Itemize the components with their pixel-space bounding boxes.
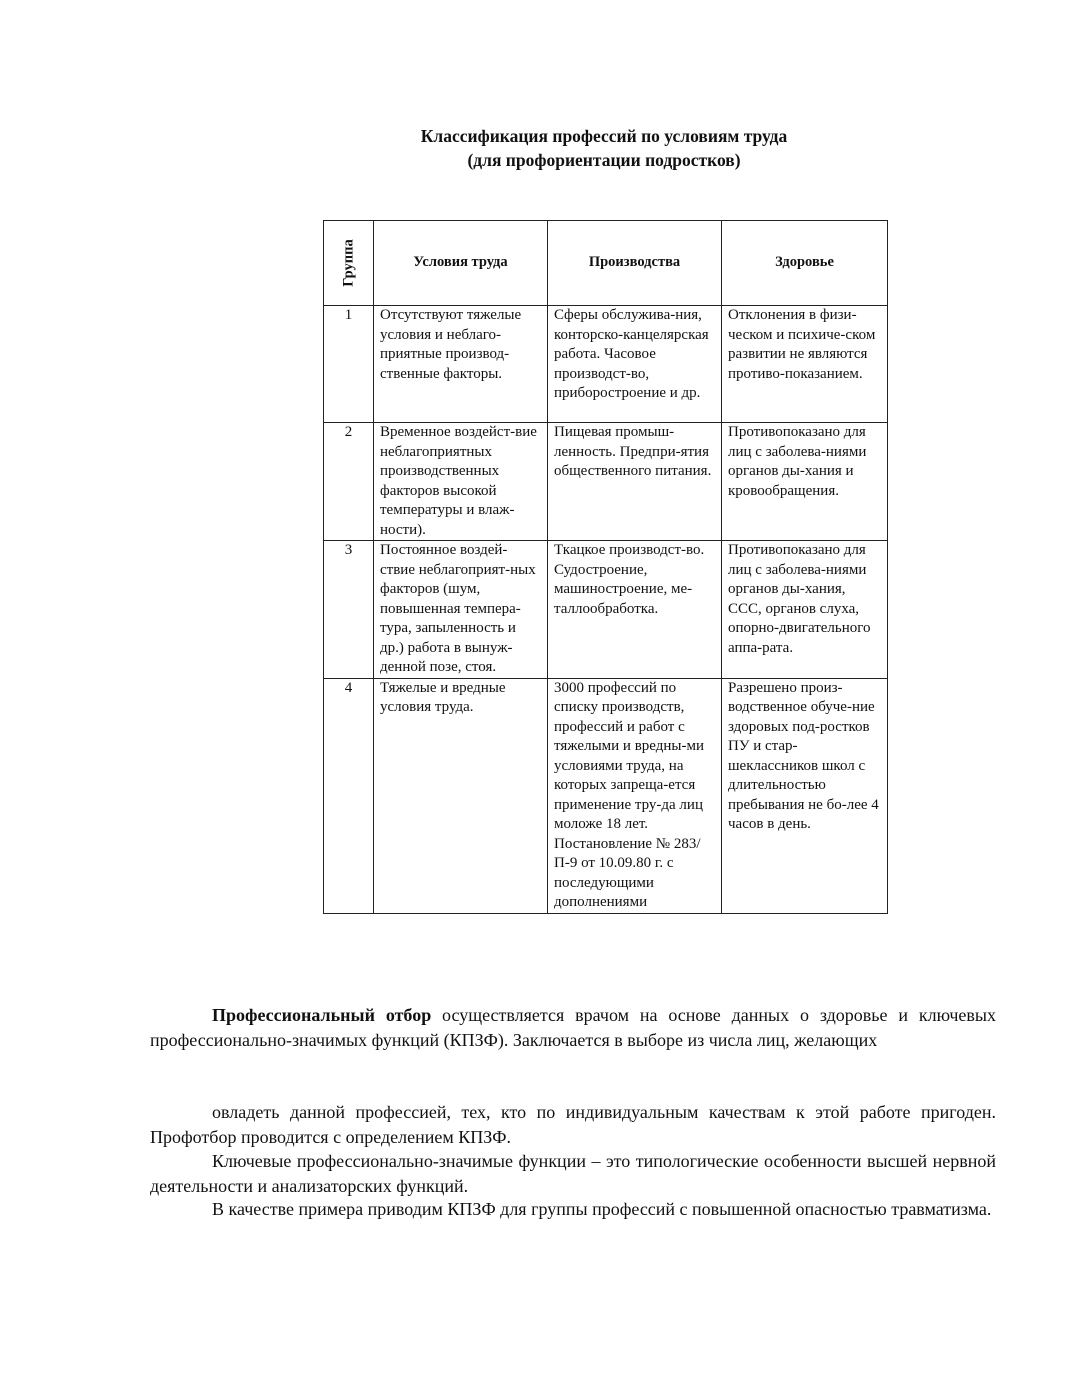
header-health: Здоровье xyxy=(722,221,888,306)
row-industries: 3000 профессий по списку производств, профессий и работ с тяжелыми и вредны-ми условиями труда, на которых запреща-ется применение тру-да лиц моложе 18 лет. Постановление № 283/П-9 от 10.09.80 г. с последующими дополнениями xyxy=(548,678,722,913)
row-conditions: Постоянное воздей-ствие неблагоприят-ных факторов (шум, повышенная темпера-тура, запыленность и др.) работа в вынуж-денной позе, стоя. xyxy=(374,541,548,679)
document-title xyxy=(0,124,1071,172)
row-health: Разрешено произ-водственное обуче-ние здоровых под-ростков ПУ и стар-шеклассников школ с длительностью пребывания не бо-лее 4 часов в день. xyxy=(722,678,888,913)
row-group: 4 xyxy=(324,678,374,913)
classification-table xyxy=(323,220,888,914)
row-health: Противопоказано для лиц с заболева-ниями органов ды-хания и кровообращения. xyxy=(722,423,888,541)
title-line-1: Классификация профессий по условиям труда xyxy=(420,126,788,146)
row-group: 3 xyxy=(324,541,374,679)
row-industries: Пищевая промыш-ленность. Предпри-ятия общественного питания. xyxy=(548,423,722,541)
row-conditions: Тяжелые и вредные условия труда. xyxy=(374,678,548,913)
row-conditions: Временное воздейст-вие неблагоприятных производственных факторов высокой температуры и влаж-ности). xyxy=(374,423,548,541)
row-health: Отклонения в физи-ческом и психиче-ском развитии не являются противо-показанием. xyxy=(722,306,888,423)
header-group: Группа xyxy=(324,221,374,306)
header-conditions: Условия труда xyxy=(374,221,548,306)
row-conditions: Отсутствуют тяжелые условия и неблаго-приятные производ-ственные факторы. xyxy=(374,306,548,423)
paragraph-text: Ключевые профессионально-значимые функции – это типологические особенности высшей нервной деятельности и анализаторских функций. xyxy=(150,1151,996,1196)
table-header-row xyxy=(324,221,888,306)
paragraph-text: овладеть данной профессией, тех, кто по индивидуальным качествам к этой работе пригоден. Профотбор проводится с определением КПЗФ. xyxy=(150,1102,996,1147)
paragraph-text: В качестве примера приводим КПЗФ для группы профессий с повышенной опасностью травматизма. xyxy=(212,1199,992,1219)
paragraph-key-functions xyxy=(150,1149,996,1198)
table-row xyxy=(324,306,888,423)
table-row xyxy=(324,423,888,541)
header-industries: Производства xyxy=(548,221,722,306)
paragraph-example xyxy=(150,1197,996,1222)
row-group: 2 xyxy=(324,423,374,541)
paragraph-text: осуществляется врачом на основе данных о здоровье и ключевых профессионально-значимых функций (КПЗФ). Заключается в выборе из числа лиц, желающих xyxy=(150,1005,996,1050)
paragraph-professional-selection xyxy=(150,1003,996,1052)
row-group: 1 xyxy=(324,306,374,423)
table-row xyxy=(324,678,888,913)
table-row xyxy=(324,541,888,679)
row-industries: Сферы обслужива-ния, конторско-канцелярская работа. Часовое производст-во, приборостроение и др. xyxy=(548,306,722,423)
title-line-2: (для профориентации подростков) xyxy=(467,150,741,170)
paragraph-continuation xyxy=(150,1100,996,1149)
row-health: Противопоказано для лиц с заболева-ниями органов ды-хания, ССС, органов слуха, опорно-двигательного аппа-рата. xyxy=(722,541,888,679)
term-professional-selection: Профессиональный отбор xyxy=(212,1005,432,1025)
row-industries: Ткацкое производст-во. Судостроение, машиностроение, ме-таллообработка. xyxy=(548,541,722,679)
